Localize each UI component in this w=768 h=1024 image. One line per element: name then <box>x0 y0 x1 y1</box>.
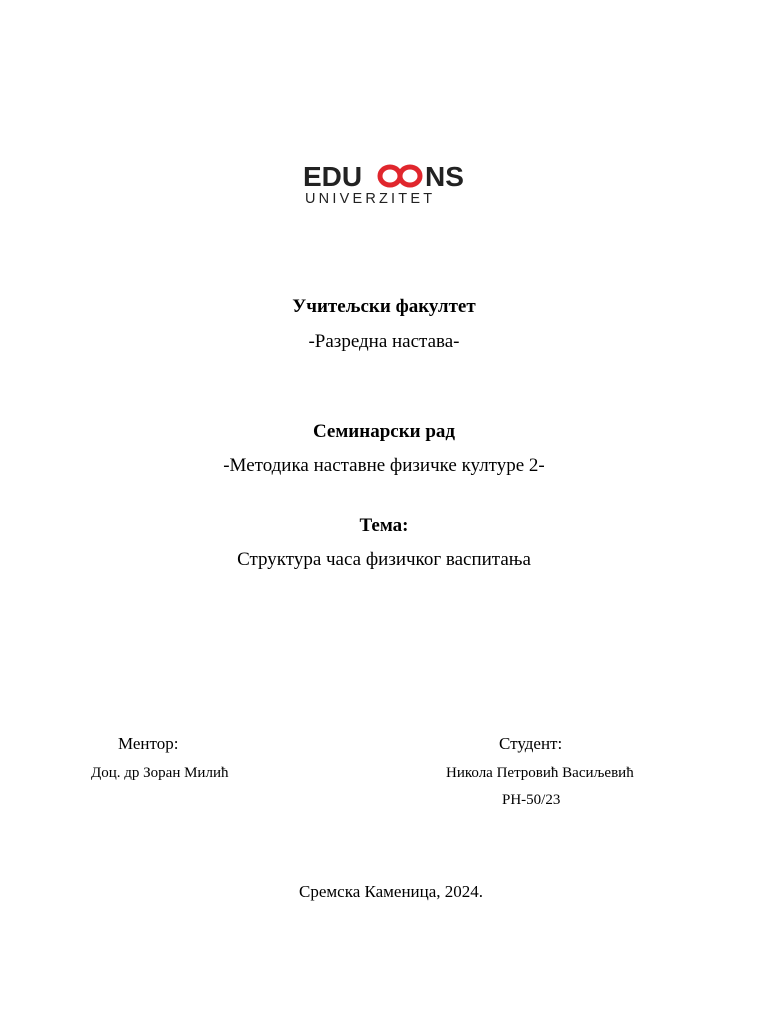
logo-infinity-icon <box>380 167 420 185</box>
student-label: Студент: <box>499 734 563 753</box>
faculty-name: Учитељски факултет <box>292 296 476 317</box>
mentor-name: Доц. др Зоран Милић <box>91 765 229 781</box>
department-name: -Разредна настава- <box>308 331 460 352</box>
topic-label: Тема: <box>359 515 409 536</box>
logo-brand-right: NS <box>425 161 464 192</box>
mentor-label: Ментор: <box>118 734 179 753</box>
university-logo <box>303 160 468 206</box>
educons-logo-icon <box>303 160 468 206</box>
course-name: -Методика наставне физичке културе 2- <box>223 455 545 476</box>
logo-brand-left: EDU <box>303 161 363 192</box>
student-index: РН-50/23 <box>502 792 561 808</box>
topic-title: Структура часа физичког васпитања <box>237 549 531 570</box>
logo-subtitle: UNIVERZITET <box>305 191 436 206</box>
paper-type: Семинарски рад <box>312 421 456 442</box>
place-date: Сремска Каменица, 2024. <box>299 882 484 901</box>
student-name: Никола Петровић Васиљевић <box>446 765 634 781</box>
